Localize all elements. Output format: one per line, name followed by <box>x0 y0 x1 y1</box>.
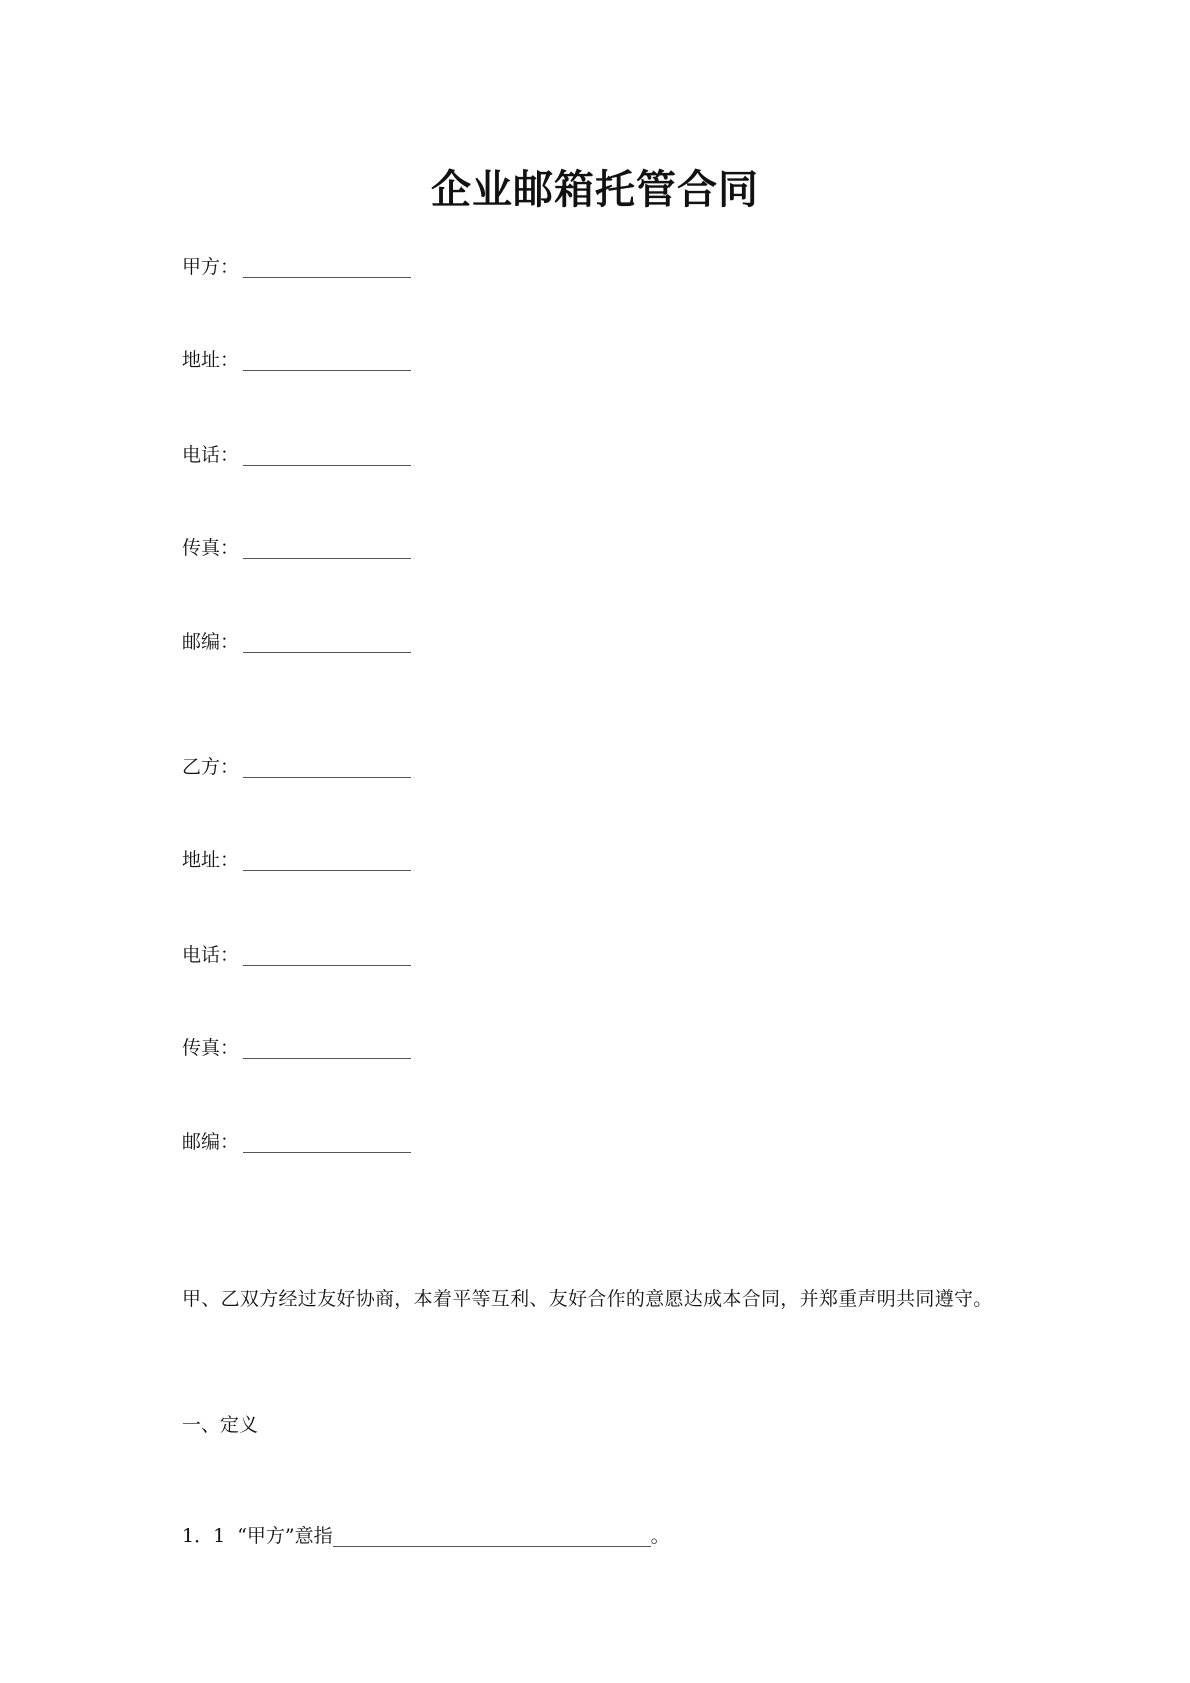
preamble-paragraph: 甲、乙双方经过友好协商，本着平等互利、友好合作的意愿达成本合同，并郑重声明共同遵守。 <box>182 1288 993 1310</box>
field-label: 传真： <box>182 537 240 559</box>
party-a-address-field <box>182 348 411 372</box>
document-title: 企业邮箱托管合同 <box>431 166 759 213</box>
party-a-phone-field <box>182 443 411 467</box>
field-label: 乙方： <box>182 756 240 778</box>
field-label: 电话： <box>182 944 240 966</box>
party-a-fax-field <box>182 536 411 560</box>
field-label: 甲方： <box>182 256 240 278</box>
field-label: 地址： <box>182 349 240 371</box>
party-b-phone-field <box>182 943 411 967</box>
field-label: 电话： <box>182 444 240 466</box>
party-b-postcode-field <box>182 1130 411 1154</box>
party-a-fax-blank[interactable] <box>243 546 411 559</box>
party-b-fax-field <box>182 1036 411 1060</box>
party-b-name-blank[interactable] <box>243 765 411 778</box>
party-b-address-blank[interactable] <box>243 858 411 871</box>
field-label: 传真： <box>182 1037 240 1059</box>
party-b-name-field <box>182 755 411 779</box>
party-b-fax-blank[interactable] <box>243 1046 411 1059</box>
party-b-postcode-blank[interactable] <box>243 1140 411 1153</box>
clause-1-1 <box>182 1524 670 1548</box>
party-b-address-field <box>182 848 411 872</box>
party-a-phone-blank[interactable] <box>243 453 411 466</box>
clause-number: 1．1 <box>182 1525 226 1547</box>
clause-end-punct: 。 <box>650 1525 670 1547</box>
field-label: 地址： <box>182 849 240 871</box>
clause-blank[interactable] <box>333 1534 651 1547</box>
section-heading: 一、定义 <box>182 1414 259 1436</box>
party-a-name-field <box>182 255 411 279</box>
field-label: 邮编： <box>182 1131 240 1153</box>
party-a-address-blank[interactable] <box>243 358 411 371</box>
clause-text: “甲方”意指 <box>237 1525 333 1547</box>
party-a-postcode-blank[interactable] <box>243 640 411 653</box>
party-a-postcode-field <box>182 630 411 654</box>
field-label: 邮编： <box>182 631 240 653</box>
party-a-name-blank[interactable] <box>243 265 411 278</box>
party-b-phone-blank[interactable] <box>243 953 411 966</box>
